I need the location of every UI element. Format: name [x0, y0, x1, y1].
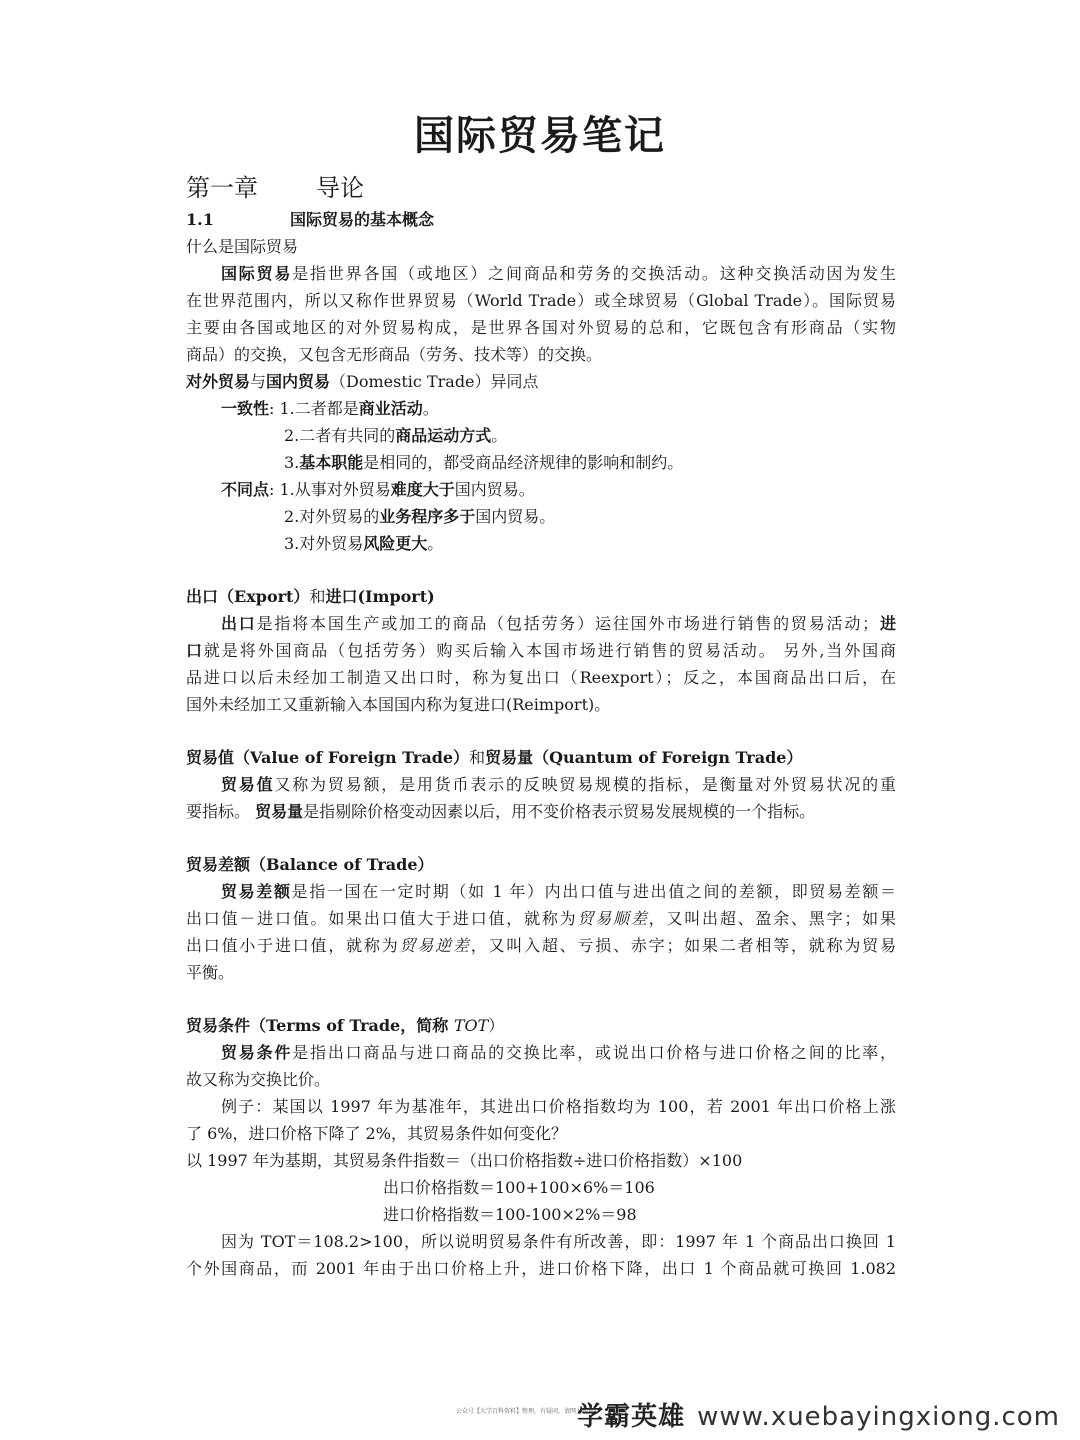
text: 是相同的，都受商品经济规律的影响和制约。 — [363, 453, 684, 472]
term: 贸易差额 — [186, 855, 251, 874]
text: ，又叫入超、亏损、赤字；如果二者相等，就称为贸易 — [470, 936, 896, 955]
text: ） — [488, 1016, 505, 1035]
document-body — [186, 206, 896, 1282]
example-line: 了 6%，进口价格下降了 2%，其贸易条件如何变化？ — [186, 1124, 567, 1143]
spacer — [186, 825, 896, 851]
term: 口 — [186, 641, 204, 660]
formula-line: 进口价格指数＝100-100×2%＝98 — [383, 1205, 637, 1224]
text: 是指剔除价格变动因素以后，用不变价格表示贸易发展规模的一个指标。 — [303, 802, 816, 821]
text: 是指将本国生产或加工的商品（包括劳务）运往国外市场进行销售的贸易活动； — [256, 614, 879, 633]
formula-line: 以 1997 年为基期，其贸易条件指数＝（出口价格指数÷进口价格指数）×100 — [186, 1151, 743, 1170]
list-item — [186, 422, 896, 449]
term: 出口 — [186, 587, 219, 606]
term: （Value of Foreign Trade） — [234, 748, 470, 767]
term: 进口(Import) — [325, 587, 435, 606]
spacer — [186, 718, 896, 744]
paragraph-line: 在世界范围内，所以又称作世界贸易（World Trade）或全球贸易（Global Trade）。国际贸易 — [186, 291, 896, 310]
term: 业务程序多于 — [379, 507, 476, 526]
tot-heading — [186, 1012, 896, 1039]
term: 贸易条件 — [186, 1016, 251, 1035]
export-import-heading — [186, 583, 896, 610]
text: 又称为贸易额，是用货币表示的反映贸易规模的指标，是衡量对外贸易状况的重 — [274, 775, 896, 794]
paragraph-line: 国外未经加工又重新输入本国国内称为复进口(Reimport)。 — [186, 695, 611, 714]
paragraph-line — [186, 1039, 896, 1066]
emphasis: 贸易逆差 — [399, 936, 471, 955]
term: （Export） — [218, 587, 310, 606]
brand-url: www.xuebayingxiong.com — [697, 1402, 1060, 1432]
term: 贸易量 — [255, 802, 304, 821]
term: 贸易差额 — [221, 882, 292, 901]
chapter-name: 导论 — [316, 174, 364, 202]
term: 商业活动 — [358, 399, 423, 418]
text: ，又叫出超、盈余、黑字；如果 — [648, 909, 896, 928]
paragraph-line — [186, 260, 896, 287]
term: 贸易量 — [485, 748, 534, 767]
balance-heading — [186, 851, 896, 878]
trade-value-heading — [186, 744, 896, 771]
text: 3.对外贸易 — [284, 534, 364, 553]
paragraph-line — [186, 878, 896, 905]
text: 出口值－进口值。如果出口值大于进口值，就称为 — [186, 909, 578, 928]
brand-watermark — [577, 1396, 1060, 1433]
text: 3. — [284, 453, 300, 472]
term: 贸易条件 — [221, 1043, 293, 1062]
text: : 1.从事对外贸易 — [269, 480, 391, 499]
text: 是指世界各国（或地区）之间商品和劳务的交换活动。这种交换活动因为发生 — [292, 264, 896, 283]
text: 和 — [469, 748, 486, 767]
paragraph-line: 商品）的交换，又包含无形商品（劳务、技术等）的交换。 — [186, 345, 603, 364]
brand-name: 学霸英雄 — [577, 1402, 686, 1432]
footer-note: 公众号【大学百科资料】整理，有疑问，请网上搜索 — [456, 1408, 595, 1415]
text: 2.对外贸易的 — [284, 507, 380, 526]
list-item — [186, 530, 896, 557]
paragraph-line — [186, 637, 896, 664]
paragraph-line — [186, 771, 896, 798]
term: 风险更大 — [363, 534, 428, 553]
emphasis: TOT — [453, 1016, 489, 1035]
chapter-number: 第一章 — [186, 174, 258, 202]
term: 贸易值 — [221, 775, 275, 794]
section-number: 1.1 — [186, 210, 214, 229]
spacer — [186, 557, 896, 583]
list-item — [186, 476, 896, 503]
text: （Domestic Trade）异同点 — [330, 372, 539, 391]
text: 。 — [422, 399, 439, 418]
text: 就是将外国商品（包括劳务）购买后输入本国市场进行销售的贸易活动。 另外,当外国商 — [203, 641, 896, 660]
text: 和 — [309, 587, 326, 606]
list-item — [186, 503, 896, 530]
text: 是指出口商品与进口商品的交换比率，或说出口价格与进口价格之间的比率， — [292, 1043, 896, 1062]
term: 国际贸易 — [221, 264, 293, 283]
term: 出口 — [221, 614, 257, 633]
page-title: 国际贸易笔记 — [414, 113, 666, 159]
term: 进 — [878, 614, 896, 633]
section-heading — [186, 206, 896, 233]
label: 不同点 — [221, 480, 270, 499]
paragraph-line — [186, 798, 896, 825]
chapter-heading — [186, 168, 364, 203]
text: 。 — [491, 426, 508, 445]
example-line: 例子：某国以 1997 年为基准年，其进出口价格指数均为 100，若 2001 年出口价格上涨 — [221, 1097, 896, 1116]
list-item — [186, 449, 896, 476]
watermark-footer — [0, 1396, 1080, 1430]
emphasis: 贸易顺差 — [577, 909, 649, 928]
paragraph-line: 品进口以后未经加工制造又出口时，称为复出口（Reexport）；反之，本国商品出口后，在 — [186, 668, 896, 687]
term: （Balance of Trade） — [250, 855, 434, 874]
paragraph-line: 故又称为交换比价。 — [186, 1070, 331, 1089]
text: : 1.二者都是 — [269, 399, 359, 418]
label: 一致性 — [221, 399, 270, 418]
formula-line: 出口价格指数＝100+100×6%＝106 — [383, 1178, 655, 1197]
text: 2.二者有共同的 — [284, 426, 396, 445]
text: 是指一国在一定时期（如 1 年）内出口值与进出值之间的差额，即贸易差额＝ — [291, 882, 896, 901]
term: （Quantum of Foreign Trade） — [533, 748, 803, 767]
text: 要指标。 — [186, 802, 256, 821]
paragraph-line: 因为 TOT＝108.2>100，所以说明贸易条件有所改善，即：1997 年 1 个商品出口换回 1 — [221, 1232, 896, 1251]
text: 国内贸易。 — [454, 480, 535, 499]
text: 出口值小于进口值，就称为 — [186, 936, 400, 955]
term: 对外贸易 — [186, 372, 251, 391]
text: 国内贸易。 — [475, 507, 556, 526]
term: （Terms of Trade，简称 — [250, 1016, 454, 1035]
term: 难度大于 — [390, 480, 455, 499]
term: 国内贸易 — [266, 372, 331, 391]
paragraph-line: 平衡。 — [186, 963, 235, 982]
spacer — [186, 986, 896, 1012]
paragraph-line — [186, 905, 896, 932]
comparison-heading — [186, 368, 896, 395]
term: 基本职能 — [299, 453, 364, 472]
paragraph-line: 主要由各国或地区的对外贸易构成，是世界各国对外贸易的总和，它既包含有形商品（实物 — [186, 318, 896, 337]
paragraph-line — [186, 932, 896, 959]
text: 与 — [250, 372, 267, 391]
text: 。 — [427, 534, 444, 553]
term: 贸易值 — [186, 748, 235, 767]
list-item — [186, 395, 896, 422]
paragraph-line: 个外国商品，而 2001 年由于出口价格上升，进口价格下降，出口 1 个商品就可换回 1.082 — [186, 1259, 896, 1278]
section-title: 国际贸易的基本概念 — [290, 210, 435, 229]
term: 商品运动方式 — [395, 426, 492, 445]
subheading-what: 什么是国际贸易 — [186, 237, 299, 256]
paragraph-line — [186, 610, 896, 637]
